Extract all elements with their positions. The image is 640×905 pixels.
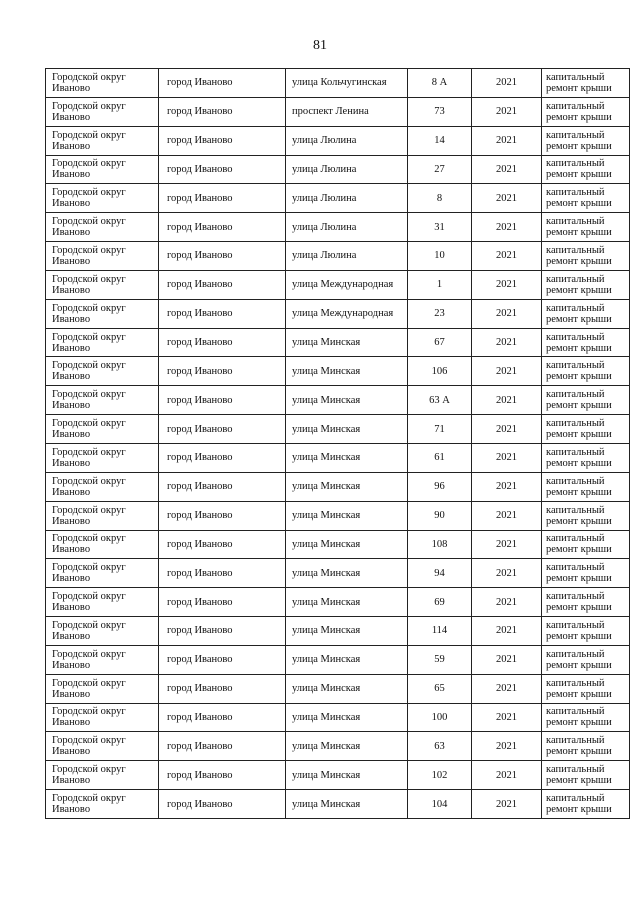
year-cell: 2021 xyxy=(472,761,542,790)
work-type-cell xyxy=(542,588,630,617)
work-type-line-2: ремонт крыши xyxy=(546,602,612,614)
district-line-2: Иваново xyxy=(52,371,91,383)
work-type-line-1: капитальный xyxy=(546,331,605,343)
year-cell: 2021 xyxy=(472,299,542,328)
district-line-1: Городской округ xyxy=(52,302,126,314)
district-cell xyxy=(46,126,159,155)
district-cell xyxy=(46,617,159,646)
work-type-line-2: ремонт крыши xyxy=(546,198,612,210)
district-cell xyxy=(46,559,159,588)
district-line-2: Иваново xyxy=(52,515,91,527)
house-number-cell: 59 xyxy=(408,645,472,674)
district-cell xyxy=(46,761,159,790)
work-type-line-1: капитальный xyxy=(546,677,605,689)
district-line-2: Иваново xyxy=(52,544,91,556)
district-line-1: Городской округ xyxy=(52,244,126,256)
work-type-line-1: капитальный xyxy=(546,129,605,141)
work-type-line-2: ремонт крыши xyxy=(546,429,612,441)
work-type-cell xyxy=(542,443,630,472)
city-cell: город Иваново xyxy=(159,184,286,213)
work-type-cell xyxy=(542,213,630,242)
district-line-2: Иваново xyxy=(52,602,91,614)
street-cell: улица Люлина xyxy=(286,213,408,242)
table-row xyxy=(46,443,630,472)
city-cell: город Иваново xyxy=(159,242,286,271)
house-number-cell: 31 xyxy=(408,213,472,242)
house-number-cell: 14 xyxy=(408,126,472,155)
work-type-line-1: капитальный xyxy=(546,475,605,487)
work-type-line-2: ремонт крыши xyxy=(546,284,612,296)
work-type-line-1: капитальный xyxy=(546,793,605,805)
district-line-1: Городской округ xyxy=(52,706,126,718)
district-line-1: Городской округ xyxy=(52,187,126,199)
street-cell: улица Минская xyxy=(286,443,408,472)
house-number-cell: 65 xyxy=(408,674,472,703)
work-type-line-1: капитальный xyxy=(546,562,605,574)
year-cell: 2021 xyxy=(472,386,542,415)
house-number-cell: 108 xyxy=(408,530,472,559)
street-cell: улица Минская xyxy=(286,761,408,790)
city-cell: город Иваново xyxy=(159,732,286,761)
work-type-cell xyxy=(542,242,630,271)
district-line-1: Городской округ xyxy=(52,71,126,83)
house-number-cell: 63 А xyxy=(408,386,472,415)
house-number-cell: 1 xyxy=(408,270,472,299)
work-type-line-1: капитальный xyxy=(546,187,605,199)
work-type-line-1: капитальный xyxy=(546,648,605,660)
year-cell: 2021 xyxy=(472,645,542,674)
work-type-line-1: капитальный xyxy=(546,100,605,112)
work-type-line-1: капитальный xyxy=(546,216,605,228)
table-row xyxy=(46,415,630,444)
table-row xyxy=(46,674,630,703)
house-number-cell: 96 xyxy=(408,472,472,501)
city-cell: город Иваново xyxy=(159,674,286,703)
city-cell: город Иваново xyxy=(159,790,286,819)
work-type-line-2: ремонт крыши xyxy=(546,140,612,152)
work-type-line-1: капитальный xyxy=(546,533,605,545)
city-cell: город Иваново xyxy=(159,69,286,98)
district-cell xyxy=(46,328,159,357)
street-cell: улица Минская xyxy=(286,501,408,530)
city-cell: город Иваново xyxy=(159,97,286,126)
work-type-line-2: ремонт крыши xyxy=(546,457,612,469)
work-type-line-1: капитальный xyxy=(546,244,605,256)
year-cell: 2021 xyxy=(472,213,542,242)
district-line-2: Иваново xyxy=(52,486,91,498)
district-line-2: Иваново xyxy=(52,313,91,325)
house-number-cell: 67 xyxy=(408,328,472,357)
table-row xyxy=(46,328,630,357)
table-row xyxy=(46,703,630,732)
work-type-cell xyxy=(542,299,630,328)
work-type-cell xyxy=(542,415,630,444)
work-type-line-1: капитальный xyxy=(546,446,605,458)
street-cell: улица Минская xyxy=(286,472,408,501)
street-cell: улица Минская xyxy=(286,415,408,444)
district-cell xyxy=(46,184,159,213)
district-cell xyxy=(46,732,159,761)
city-cell: город Иваново xyxy=(159,155,286,184)
district-cell xyxy=(46,69,159,98)
house-number-cell: 102 xyxy=(408,761,472,790)
house-number-cell: 104 xyxy=(408,790,472,819)
district-line-1: Городской округ xyxy=(52,677,126,689)
year-cell: 2021 xyxy=(472,674,542,703)
district-line-2: Иваново xyxy=(52,457,91,469)
work-type-line-1: капитальный xyxy=(546,360,605,372)
work-type-line-2: ремонт крыши xyxy=(546,659,612,671)
work-type-cell xyxy=(542,501,630,530)
district-line-1: Городской округ xyxy=(52,360,126,372)
district-line-2: Иваново xyxy=(52,429,91,441)
work-type-line-1: капитальный xyxy=(546,389,605,401)
table-row xyxy=(46,790,630,819)
district-line-2: Иваново xyxy=(52,775,91,787)
district-line-2: Иваново xyxy=(52,140,91,152)
district-line-1: Городской округ xyxy=(52,418,126,430)
table-row xyxy=(46,155,630,184)
work-type-line-1: капитальный xyxy=(546,591,605,603)
district-line-2: Иваново xyxy=(52,804,91,816)
house-number-cell: 69 xyxy=(408,588,472,617)
street-cell: улица Международная xyxy=(286,299,408,328)
street-cell: проспект Ленина xyxy=(286,97,408,126)
table-row xyxy=(46,357,630,386)
work-type-line-2: ремонт крыши xyxy=(546,515,612,527)
district-cell xyxy=(46,155,159,184)
table-row xyxy=(46,472,630,501)
city-cell: город Иваново xyxy=(159,588,286,617)
table-row xyxy=(46,559,630,588)
district-line-1: Городской округ xyxy=(52,331,126,343)
year-cell: 2021 xyxy=(472,472,542,501)
district-line-1: Городской округ xyxy=(52,764,126,776)
district-line-1: Городской округ xyxy=(52,216,126,228)
table-row xyxy=(46,126,630,155)
house-number-cell: 61 xyxy=(408,443,472,472)
work-type-cell xyxy=(542,559,630,588)
district-line-1: Городской округ xyxy=(52,793,126,805)
work-type-line-2: ремонт крыши xyxy=(546,688,612,700)
work-type-line-1: капитальный xyxy=(546,273,605,285)
city-cell: город Иваново xyxy=(159,617,286,646)
work-type-line-2: ремонт крыши xyxy=(546,775,612,787)
street-cell: улица Минская xyxy=(286,386,408,415)
year-cell: 2021 xyxy=(472,415,542,444)
work-type-line-1: капитальный xyxy=(546,504,605,516)
district-cell xyxy=(46,588,159,617)
table-row xyxy=(46,530,630,559)
district-line-2: Иваново xyxy=(52,342,91,354)
year-cell: 2021 xyxy=(472,357,542,386)
work-type-line-2: ремонт крыши xyxy=(546,804,612,816)
house-number-cell: 114 xyxy=(408,617,472,646)
work-type-line-2: ремонт крыши xyxy=(546,82,612,94)
city-cell: город Иваново xyxy=(159,386,286,415)
district-line-1: Городской округ xyxy=(52,100,126,112)
district-line-2: Иваново xyxy=(52,198,91,210)
work-type-line-2: ремонт крыши xyxy=(546,544,612,556)
work-type-line-2: ремонт крыши xyxy=(546,573,612,585)
district-cell xyxy=(46,97,159,126)
work-type-cell xyxy=(542,97,630,126)
work-type-line-1: капитальный xyxy=(546,302,605,314)
year-cell: 2021 xyxy=(472,97,542,126)
city-cell: город Иваново xyxy=(159,126,286,155)
street-cell: улица Минская xyxy=(286,617,408,646)
table-row xyxy=(46,386,630,415)
district-cell xyxy=(46,703,159,732)
work-type-line-2: ремонт крыши xyxy=(546,227,612,239)
district-cell xyxy=(46,386,159,415)
work-type-cell xyxy=(542,155,630,184)
house-number-cell: 63 xyxy=(408,732,472,761)
year-cell: 2021 xyxy=(472,559,542,588)
work-type-line-2: ремонт крыши xyxy=(546,255,612,267)
work-type-line-1: капитальный xyxy=(546,706,605,718)
district-line-1: Городской округ xyxy=(52,504,126,516)
house-number-cell: 71 xyxy=(408,415,472,444)
house-number-cell: 10 xyxy=(408,242,472,271)
district-line-2: Иваново xyxy=(52,573,91,585)
work-type-line-1: капитальный xyxy=(546,735,605,747)
district-line-2: Иваново xyxy=(52,688,91,700)
house-number-cell: 100 xyxy=(408,703,472,732)
district-cell xyxy=(46,790,159,819)
district-line-2: Иваново xyxy=(52,717,91,729)
year-cell: 2021 xyxy=(472,242,542,271)
year-cell: 2021 xyxy=(472,617,542,646)
table-row xyxy=(46,69,630,98)
work-type-cell xyxy=(542,357,630,386)
city-cell: город Иваново xyxy=(159,443,286,472)
district-line-1: Городской округ xyxy=(52,446,126,458)
work-type-cell xyxy=(542,386,630,415)
city-cell: город Иваново xyxy=(159,270,286,299)
work-type-cell xyxy=(542,530,630,559)
table-body xyxy=(46,69,630,819)
work-type-line-1: капитальный xyxy=(546,764,605,776)
street-cell: улица Люлина xyxy=(286,155,408,184)
district-line-2: Иваново xyxy=(52,284,91,296)
street-cell: улица Люлина xyxy=(286,184,408,213)
work-type-line-1: капитальный xyxy=(546,158,605,170)
street-cell: улица Минская xyxy=(286,357,408,386)
table-row xyxy=(46,242,630,271)
house-number-cell: 8 А xyxy=(408,69,472,98)
year-cell: 2021 xyxy=(472,530,542,559)
district-line-1: Городской округ xyxy=(52,619,126,631)
work-type-line-2: ремонт крыши xyxy=(546,717,612,729)
street-cell: улица Минская xyxy=(286,674,408,703)
district-cell xyxy=(46,472,159,501)
district-line-1: Городской округ xyxy=(52,475,126,487)
district-line-2: Иваново xyxy=(52,746,91,758)
work-type-line-2: ремонт крыши xyxy=(546,111,612,123)
work-type-cell xyxy=(542,645,630,674)
work-type-line-2: ремонт крыши xyxy=(546,400,612,412)
district-line-1: Городской округ xyxy=(52,591,126,603)
district-cell xyxy=(46,415,159,444)
district-line-2: Иваново xyxy=(52,82,91,94)
district-line-1: Городской округ xyxy=(52,389,126,401)
work-type-cell xyxy=(542,790,630,819)
work-type-cell xyxy=(542,674,630,703)
work-type-cell xyxy=(542,472,630,501)
work-type-line-2: ремонт крыши xyxy=(546,371,612,383)
district-line-1: Городской округ xyxy=(52,158,126,170)
year-cell: 2021 xyxy=(472,155,542,184)
street-cell: улица Люлина xyxy=(286,126,408,155)
year-cell: 2021 xyxy=(472,328,542,357)
district-line-1: Городской округ xyxy=(52,533,126,545)
year-cell: 2021 xyxy=(472,126,542,155)
district-line-2: Иваново xyxy=(52,169,91,181)
house-number-cell: 73 xyxy=(408,97,472,126)
year-cell: 2021 xyxy=(472,184,542,213)
district-line-2: Иваново xyxy=(52,630,91,642)
street-cell: улица Минская xyxy=(286,732,408,761)
district-line-1: Городской округ xyxy=(52,273,126,285)
work-type-line-2: ремонт крыши xyxy=(546,746,612,758)
district-cell xyxy=(46,213,159,242)
street-cell: улица Минская xyxy=(286,703,408,732)
street-cell: улица Кольчугинская xyxy=(286,69,408,98)
district-cell xyxy=(46,674,159,703)
work-type-line-2: ремонт крыши xyxy=(546,630,612,642)
work-type-line-2: ремонт крыши xyxy=(546,313,612,325)
district-line-1: Городской округ xyxy=(52,735,126,747)
street-cell: улица Люлина xyxy=(286,242,408,271)
street-cell: улица Минская xyxy=(286,559,408,588)
year-cell: 2021 xyxy=(472,443,542,472)
district-cell xyxy=(46,645,159,674)
city-cell: город Иваново xyxy=(159,357,286,386)
work-type-cell xyxy=(542,184,630,213)
work-type-cell xyxy=(542,617,630,646)
district-line-2: Иваново xyxy=(52,400,91,412)
table-row xyxy=(46,732,630,761)
year-cell: 2021 xyxy=(472,270,542,299)
district-cell xyxy=(46,242,159,271)
street-cell: улица Минская xyxy=(286,645,408,674)
city-cell: город Иваново xyxy=(159,703,286,732)
table-row xyxy=(46,299,630,328)
district-line-2: Иваново xyxy=(52,111,91,123)
year-cell: 2021 xyxy=(472,588,542,617)
city-cell: город Иваново xyxy=(159,559,286,588)
table-row xyxy=(46,184,630,213)
district-cell xyxy=(46,299,159,328)
house-number-cell: 106 xyxy=(408,357,472,386)
table-row xyxy=(46,588,630,617)
work-type-cell xyxy=(542,732,630,761)
work-type-cell xyxy=(542,328,630,357)
district-cell xyxy=(46,501,159,530)
city-cell: город Иваново xyxy=(159,761,286,790)
street-cell: улица Минская xyxy=(286,328,408,357)
year-cell: 2021 xyxy=(472,501,542,530)
work-type-line-1: капитальный xyxy=(546,418,605,430)
street-cell: улица Минская xyxy=(286,790,408,819)
city-cell: город Иваново xyxy=(159,328,286,357)
city-cell: город Иваново xyxy=(159,472,286,501)
city-cell: город Иваново xyxy=(159,501,286,530)
city-cell: город Иваново xyxy=(159,299,286,328)
city-cell: город Иваново xyxy=(159,645,286,674)
district-cell xyxy=(46,443,159,472)
table-row xyxy=(46,501,630,530)
house-number-cell: 8 xyxy=(408,184,472,213)
house-number-cell: 27 xyxy=(408,155,472,184)
city-cell: город Иваново xyxy=(159,213,286,242)
year-cell: 2021 xyxy=(472,790,542,819)
street-cell: улица Минская xyxy=(286,588,408,617)
page-number: 81 xyxy=(313,38,327,53)
work-type-line-2: ремонт крыши xyxy=(546,169,612,181)
work-type-cell xyxy=(542,126,630,155)
house-number-cell: 23 xyxy=(408,299,472,328)
work-type-cell xyxy=(542,703,630,732)
city-cell: город Иваново xyxy=(159,415,286,444)
year-cell: 2021 xyxy=(472,69,542,98)
table-row xyxy=(46,270,630,299)
district-line-2: Иваново xyxy=(52,255,91,267)
district-cell xyxy=(46,530,159,559)
district-cell xyxy=(46,357,159,386)
table-row xyxy=(46,97,630,126)
city-cell: город Иваново xyxy=(159,530,286,559)
house-number-cell: 90 xyxy=(408,501,472,530)
house-number-cell: 94 xyxy=(408,559,472,588)
street-cell: улица Минская xyxy=(286,530,408,559)
district-line-1: Городской округ xyxy=(52,562,126,574)
year-cell: 2021 xyxy=(472,703,542,732)
table-row xyxy=(46,617,630,646)
table-row xyxy=(46,645,630,674)
district-line-2: Иваново xyxy=(52,659,91,671)
table-row xyxy=(46,213,630,242)
work-type-line-2: ремонт крыши xyxy=(546,342,612,354)
district-line-1: Городской округ xyxy=(52,129,126,141)
work-type-cell xyxy=(542,761,630,790)
work-type-cell xyxy=(542,270,630,299)
work-type-line-1: капитальный xyxy=(546,619,605,631)
work-type-line-1: капитальный xyxy=(546,71,605,83)
repair-schedule-table xyxy=(45,68,630,819)
table-row xyxy=(46,761,630,790)
street-cell: улица Международная xyxy=(286,270,408,299)
district-line-1: Городской округ xyxy=(52,648,126,660)
year-cell: 2021 xyxy=(472,732,542,761)
district-line-2: Иваново xyxy=(52,227,91,239)
work-type-line-2: ремонт крыши xyxy=(546,486,612,498)
work-type-cell xyxy=(542,69,630,98)
district-cell xyxy=(46,270,159,299)
